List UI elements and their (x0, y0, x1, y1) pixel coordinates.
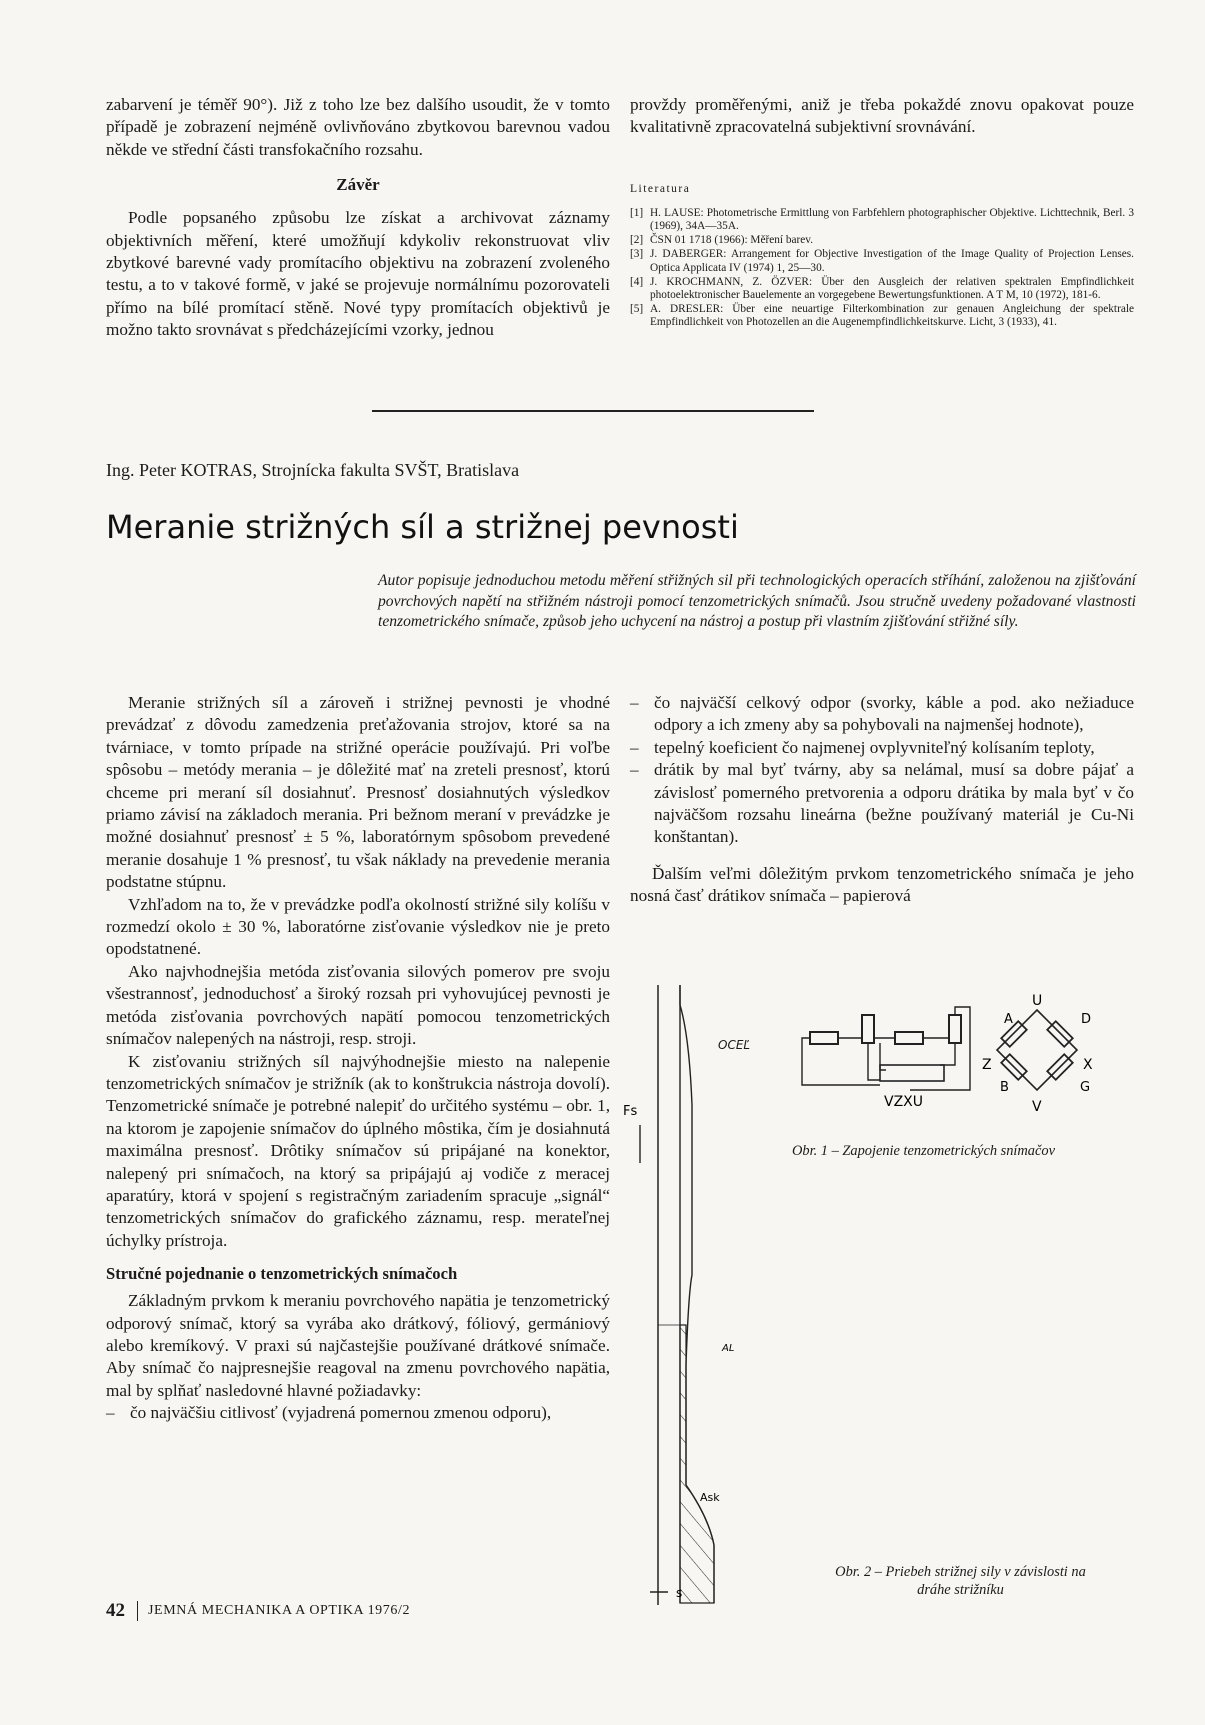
continued-paragraph-right: provždy proměřenými, aniž je třeba pokaždé znovu opakovat pouze kvalitativně zpracovatelná subjektivní srovnávání. (630, 95, 1134, 137)
label-al: AL (722, 1343, 735, 1354)
gauge-rect (949, 1015, 961, 1043)
reference-item: [4] J. KROCHMANN, Z. ÖZVER: Über den Ausgleich der relativen spektralen Empfindlichkeit photoelektronischer Bauelemente an vorgegebene Bewertungsfunktionen. A T M, 10 (1972), 181-6. (630, 275, 1134, 302)
subsection-heading: Stručné pojednanie o tenzometrických snímačoch (106, 1264, 458, 1284)
label-ask: Ask (700, 1491, 720, 1504)
reference-list (630, 207, 1134, 330)
figure-1-drawing (800, 985, 1110, 1135)
section-divider (372, 410, 814, 412)
label-fs: Fs (623, 1104, 638, 1119)
conclusion-paragraph: Podle popsaného způsobu lze získat a archivovat záznamy objektivních měření, které umožňují kdykoliv rekonstruovat vliv zbytkové barevné vady promítacího objektivu na zobrazení zvoleného testu, a to v takové formě, v jaké se projevuje normálnímu pozorovateli přímo na bílé promítací stěně. Nové typy promítacích objektivů je možno takto srovnávat s předcházejícími vzorky, jednou (106, 208, 610, 340)
arm-a: A (1004, 1012, 1013, 1027)
continued-paragraph: zabarvení je téměř 90°). Již z toho lze bez dalšího usoudit, že v tomto případě je zobrazení nejméně ovlivňováno zbytkovou barevnou vadou někde ve střední části transfokačního rozsahu. (106, 95, 610, 159)
body-paragraph: Ako najvhodnejšia metóda zisťovania silových pomerov pre svoju všestrannosť, jednoduchosť a široký rozsah pri vyhovujúcej pevnosti je metóda zisťovania povrchových napätí pomocou tenzometrických snímačov nalepených na nástroji, resp. stroji. (106, 961, 610, 1049)
hatched-area (680, 1325, 714, 1603)
connector-label: VZXU (884, 1094, 924, 1110)
figure-1-caption: Obr. 1 – Zapojenie tenzometrických snímačov (792, 1143, 1055, 1159)
figure-2-caption: Obr. 2 – Priebeh strižnej sily v závislosti na dráhe strižníku (835, 1564, 1086, 1598)
footer-divider (137, 1601, 138, 1621)
reference-item: [1] H. LAUSE: Photometrische Ermittlung von Farbfehlern photographischer Objektive. Lichttechnik, Berl. 3 (1969), 34A—35A. (630, 206, 1134, 233)
article-author: Ing. Peter KOTRAS, Strojnícka fakulta SVŠT, Bratislava (106, 460, 520, 480)
journal-name: JEMNÁ MECHANIKA A OPTIKA 1976/2 (148, 1603, 411, 1618)
arm-g: G (1080, 1080, 1091, 1095)
literature-heading: Literatura (630, 182, 691, 195)
requirement-item: – drátik by mal byť tvárny, aby sa nelámal, musí sa dobre pájať a závislosť pomerného pretvorenia a odporu drátika by mala byť v čo najväčšom rozsahu lineárna (bežne používaný materiál je Cu-Ni konštantan). (630, 760, 1134, 847)
right-body-column (630, 692, 1134, 908)
label-s: s (676, 1586, 683, 1600)
requirement-item: – tepelný koeficient čo najmenej ovplyvniteľný kolísaním teploty, (630, 737, 1095, 757)
left-body-column (106, 692, 610, 1425)
connector (880, 1065, 944, 1081)
body-paragraph: K zisťovaniu strižných síl najvýhodnejšie miesto na nalepenie tenzometrických snímačov je strižník (ak to konštrukcia nástroja dovolí). Tenzometrické snímače je potrebné nalepiť do určitého systému – obr. 1, na ktorom je zapojenie snímačov do úplného môstika, čím je dosiahnutá maximálna presnosť. Drôtiky snímačov sú pripájané na konektor, nalepený pri snímačoch, na ktorý sa pripájajú aj vodiče z meracej aparatúry, ktorá v spojení s registračným zariadením spracuje „signál“ tenzometrických snímačov do grafického záznamu, resp. merateľnej úchylky prístroja. (106, 1051, 610, 1250)
left-top-column (106, 94, 610, 342)
page-footer (106, 1600, 410, 1622)
article-abstract: Autor popisuje jednoduchou metodu měření střižných sil při technologických operacích stříhání, založenou na zjišťování povrchových napětí na střižném nástroji pomocí tenzometrických snímačů. Jsou stručně uvedeny požadované vlastnosti tenzometrického snímače, způsob jeho uchycení na nástroj a postup při vlastním zjišťování střižné síly. (378, 572, 1136, 631)
wire (868, 1043, 886, 1080)
body-paragraph: Základným prvkom k meraniu povrchového napätia je tenzometrický odporový snímač, ktorý sa vyrába ako drátkový, fóliový, germániový alebo kremíkový. V praxi sú najčastejšie používané drátkové snímače. Aby snímač čo najpresnejšie reagoval na zmenu povrchového napätia, mal by splňať nasledovné hlavné požiadavky: (106, 1291, 610, 1400)
node-v: V (1032, 1099, 1042, 1115)
gauge-rect (810, 1032, 838, 1044)
label-steel: OCEĽ (718, 1038, 751, 1052)
arm-b: B (1000, 1080, 1009, 1095)
node-x: X (1083, 1057, 1093, 1073)
node-z: Z (982, 1057, 992, 1073)
body-paragraph: Vzhľadom na to, že v prevádzke podľa okolností strižné sily kolíšu v rozmedzí okolo ± 30 %, laboratórne zisťovanie výsledkov nie je preto opodstatnené. (106, 894, 610, 959)
page-number: 42 (106, 1600, 125, 1621)
reference-item: [2] ČSN 01 1718 (1966): Měření barev. (630, 234, 814, 247)
section-heading-zaver: Závěr (336, 175, 380, 195)
article-title: Meranie strižných síl a strižnej pevnosti (106, 508, 739, 546)
right-top-column (630, 94, 1134, 331)
body-paragraph: Meranie strižných síl a zároveň i strižnej pevnosti je vhodné prevádzať z dôvodu zamedzenia preťažovania strojov, ktoré sa na tvárniace, v tomto prípade na strižné operácie používajú. Pri voľbe spôsobu – metódy merania – je dôležité mať na zreteli presnosť, ktorú chceme pri meraní síl dosiahnuť. Presnosť dosiahnutých výsledkov priamo závisí na základoch merania. Pri bežnom meraní v prevádzke je možné dosiahnuť presnosť ± 5 %, laboratórnym spôsobom prevedené meranie dosahuje 1 % presnosť, tu však náklady na prevedenie merania podstatne stúpnu. (106, 693, 610, 892)
requirement-item: – čo najväčší celkový odpor (svorky, káble a pod. ako nežiaduce odpory a ich zmeny aby sa pohybovali na najmenšej hodnote), (630, 693, 1134, 735)
requirement-item: – čo najväčšiu citlivosť (vyjadrená pomernou zmenou odporu), (106, 1403, 552, 1423)
body-paragraph: Ďalším veľmi dôležitým prvkom tenzometrického snímača je jeho nosná časť drátikov snímača – papierová (630, 863, 1134, 906)
arm-d: D (1081, 1012, 1092, 1027)
gauge-rect (895, 1032, 923, 1044)
gauge-rect (862, 1015, 874, 1043)
reference-item: [5] A. DRESLER: Über eine neuartige Filterkombination zur genauen Angleichung der spektrale Empfindlichkeit von Photozellen an die Augenempfindlichkeitskurve. Licht, 3 (1933), 41. (630, 303, 1134, 329)
node-u: U (1032, 993, 1043, 1009)
reference-item: [3] J. DABERGER: Arrangement for Objective Investigation of the Image Quality of Projection Lenses. Optica Applicata IV (1974) 1, 25—30. (630, 248, 1134, 274)
